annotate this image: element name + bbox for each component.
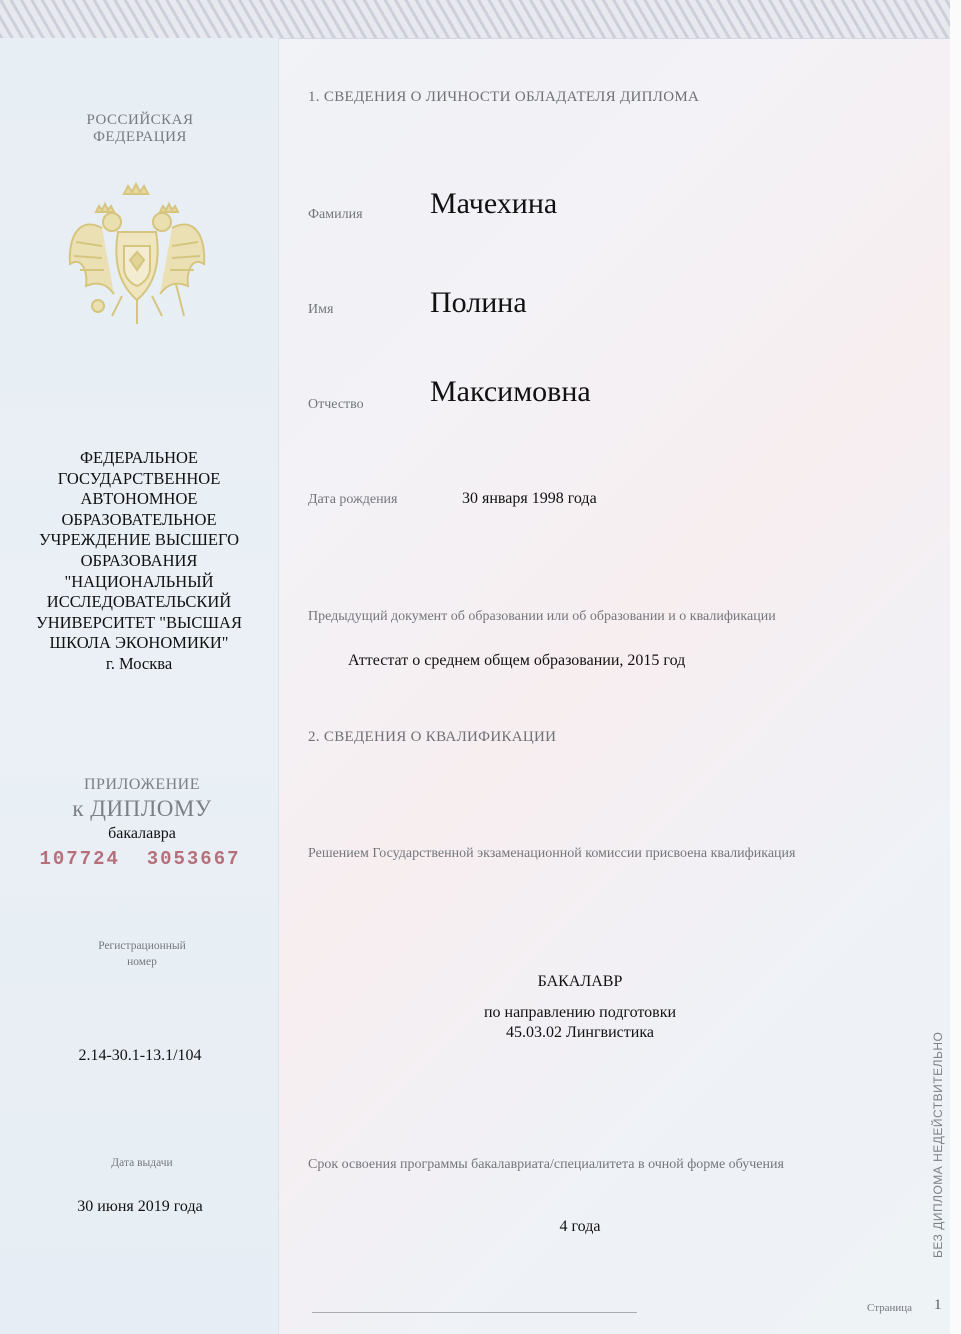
direction-label: по направлению подготовки	[483, 1004, 677, 1021]
name-value: Полина	[430, 286, 527, 319]
validity-note: БЕЗ ДИПЛОМА НЕДЕЙСТВИТЕЛЬНО	[931, 1031, 945, 1258]
divider-line	[312, 1312, 637, 1313]
name-label: Имя	[308, 302, 334, 317]
university-name: ФЕДЕРАЛЬНОЕ ГОСУДАРСТВЕННОЕ АВТОНОМНОЕ ОБРАЗОВАТЕЛЬНОЕ УЧРЕЖДЕНИЕ ВЫСШЕГО ОБРАЗОВАНИЯ "НАЦИОНАЛЬНЫЙ ИССЛЕДОВАТЕЛЬСКИЙ УНИВЕРСИТЕТ "ВЫСШАЯ ШКОЛА ЭКОНОМИКИ" г. Москва	[36, 448, 242, 673]
surname-label: Фамилия	[308, 207, 363, 222]
patronymic-value: Максимовна	[430, 375, 591, 408]
previous-document-label: Предыдущий документ об образовании или об образовании и о квалификации	[308, 609, 776, 624]
study-term-label: Срок освоения программы бакалавриата/специалитета в очной форме обучения	[308, 1157, 784, 1172]
birth-date-label: Дата рождения	[308, 492, 398, 507]
issue-date: 30 июня 2019 года	[77, 1198, 203, 1215]
qualification-decision-text: Решением Государственной экзаменационной комиссии присвоена квалификация	[308, 846, 796, 861]
registration-label: Регистрационный номер	[98, 940, 186, 968]
qualification-value: БАКАЛАВР	[537, 973, 623, 990]
previous-document-value: Аттестат о среднем общем образовании, 2015 год	[348, 652, 686, 669]
page-label: Страница	[867, 1302, 913, 1314]
degree-level: бакалавра	[108, 825, 176, 842]
security-band	[0, 0, 961, 39]
surname-value: Мачехина	[430, 187, 558, 220]
federation-title: РОССИЙСКАЯ ФЕДЕРАЦИЯ	[86, 112, 194, 145]
section-1-title: 1. СВЕДЕНИЯ О ЛИЧНОСТИ ОБЛАДАТЕЛЯ ДИПЛОМА	[308, 89, 700, 105]
coat-of-arms-icon	[62, 176, 212, 328]
section-2-title: 2. СВЕДЕНИЯ О КВАЛИФИКАЦИИ	[308, 729, 557, 745]
page-number: 1	[934, 1297, 942, 1313]
study-term-value: 4 года	[559, 1218, 601, 1235]
appendix-subtitle: к ДИПЛОМУ	[72, 796, 212, 821]
issue-date-label: Дата выдачи	[111, 1157, 173, 1169]
right-margin	[950, 0, 961, 1334]
patronymic-label: Отчество	[308, 397, 364, 412]
appendix-title: ПРИЛОЖЕНИЕ	[83, 776, 200, 793]
serial-number: 107724 3053667	[39, 848, 241, 870]
birth-date-value: 30 января 1998 года	[462, 490, 597, 507]
program-value: 45.03.02 Лингвистика	[506, 1024, 654, 1041]
registration-number: 2.14-30.1-13.1/104	[78, 1047, 202, 1064]
